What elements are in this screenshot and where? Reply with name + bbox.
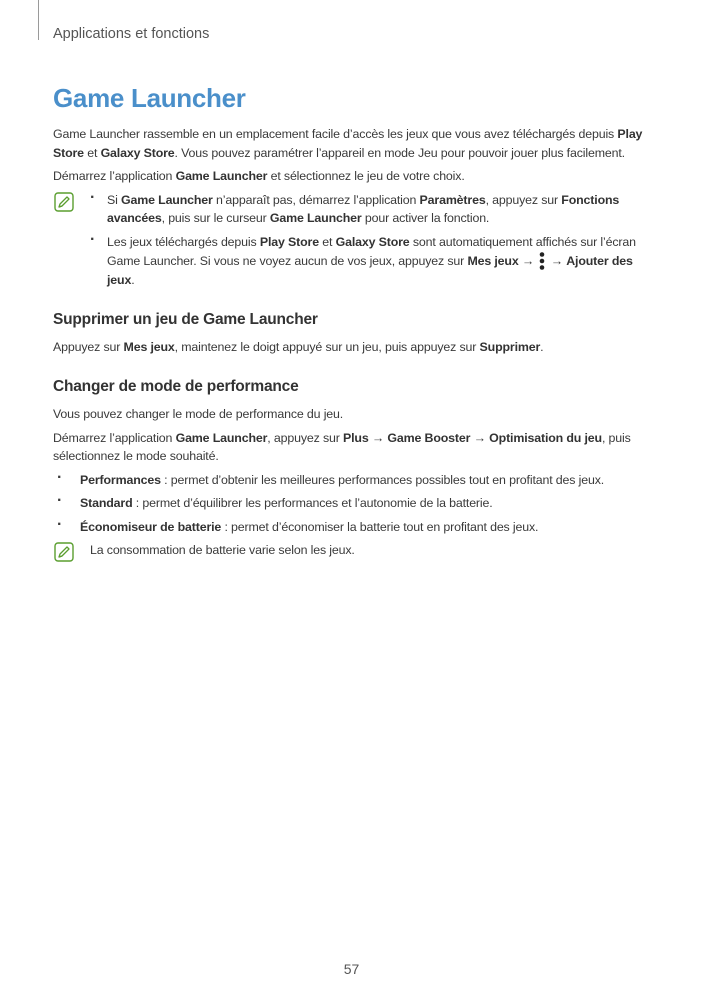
note-block (53, 191, 653, 290)
note-block (53, 541, 653, 560)
note-icon (54, 542, 74, 562)
performance-intro: Vous pouvez changer le mode de performance du jeu. (53, 407, 344, 421)
delete-paragraph: Appuyez sur Mes jeux, maintenez le doigt appuyé sur un jeu, puis appuyez sur Supprimer. (53, 340, 544, 354)
instruction-paragraph: Démarrez l’application Game Launcher et sélectionnez le jeu de votre choix. (53, 169, 465, 183)
note-item: · Si Game Launcher n’apparaît pas, démarrez l’application Paramètres, appuyez sur Fonctions avancées, puis sur le curseur Game Launcher pour activer la fonction. (90, 191, 653, 228)
mode-item: · Performances : permet d’obtenir les meilleures performances possibles tout en profitant des jeux. (53, 471, 653, 490)
note-item: · Les jeux téléchargés depuis Play Store et Galaxy Store sont automatiquement affichés sur l’écran Game Launcher. Si vous ne voyez aucun de vos jeux, appuyez sur Mes jeux → → Ajouter des jeux. (90, 233, 653, 290)
more-options-icon (538, 251, 546, 271)
note-list (90, 191, 653, 290)
mode-item: · Économiseur de batterie : permet d’économiser la batterie tout en profitant des jeux. (53, 518, 653, 537)
intro-paragraph: Game Launcher rassemble en un emplacement facile d’accès les jeux que vous avez téléchargés depuis Play Store et Galaxy Store. Vous pouvez paramétrer l’appareil en mode Jeu pour pouvoir jouer plus facilement. (53, 127, 643, 160)
section-heading-performance: Changer de mode de performance (53, 377, 299, 395)
page-content (53, 125, 653, 564)
performance-instruction: Démarrez l’application Game Launcher, appuyez sur Plus → Game Booster → Optimisation du jeu, puis sélectionnez le mode souhaité. (53, 430, 631, 463)
mode-item: · Standard : permet d’équilibrer les performances et l’autonomie de la batterie. (53, 494, 653, 513)
note-text: La consommation de batterie varie selon les jeux. (90, 543, 355, 557)
section-header: Applications et fonctions (53, 26, 210, 42)
margin-rule (38, 0, 39, 40)
note-icon (54, 192, 74, 212)
mode-list (53, 471, 653, 537)
page-number: 57 (343, 961, 360, 977)
page-title: Game Launcher (53, 83, 246, 113)
section-heading-delete: Supprimer un jeu de Game Launcher (53, 310, 318, 328)
